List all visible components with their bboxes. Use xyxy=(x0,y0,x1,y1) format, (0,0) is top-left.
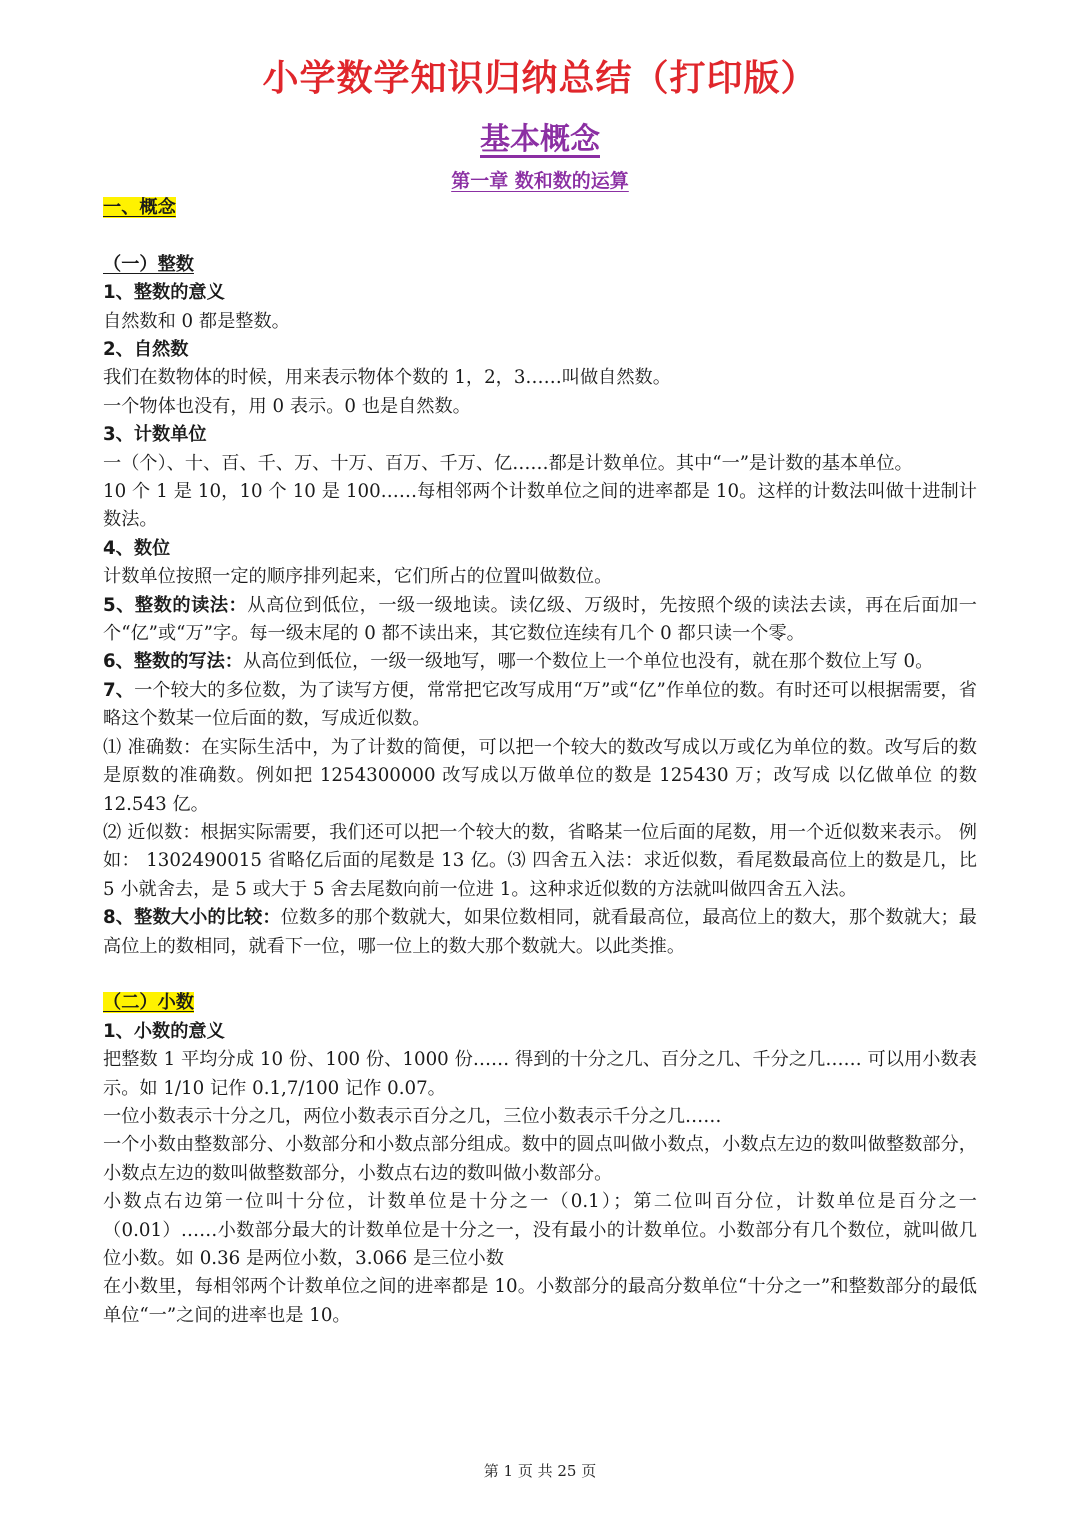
paragraph-lead: 7、 xyxy=(103,679,135,701)
paragraph: 我们在数物体的时候，用来表示物体个数的 1，2，3……叫做自然数。 xyxy=(103,367,671,389)
chapter-heading xyxy=(0,166,1080,193)
spacer xyxy=(103,222,977,250)
paragraph-lead: 6、整数的写法： xyxy=(103,651,243,673)
chapter-text: 第一章 数和数的运算 xyxy=(451,170,629,192)
paragraph: 计数单位按照一定的顺序排列起来，它们所占的位置叫做数位。 xyxy=(103,566,613,588)
paragraph-reading xyxy=(103,592,977,649)
paragraph-approximate-number: ⑵ 近似数：根据实际需要，我们还可以把一个较大的数，省略某一位后面的尾数，用一个近似数来表示。 例如： 1302490015 省略亿后面的尾数是 13 亿。⑶ 四舍五入法：求近似数，看尾数最高位上的数是几，比 5 小就舍去，是 5 或大于 5 舍去尾数向前一位进 1。这种求近似数的方法就叫做四舍五入法。 xyxy=(103,821,977,900)
subtitle-text: 基本概念 xyxy=(480,122,600,157)
paragraph: 一个物体也没有，用 0 表示。0 也是自然数。 xyxy=(103,395,471,417)
document-title: 小学数学知识归纳总结（打印版） xyxy=(262,58,818,99)
paragraph-text: 从高位到低位，一级一级地写，哪一个数位上一个单位也没有，就在那个数位上写 0。 xyxy=(242,651,934,673)
document-body xyxy=(103,194,977,1330)
paragraph: 一位小数表示十分之几，两位小数表示百分之几，三位小数表示千分之几…… xyxy=(103,1105,722,1127)
section-heading-concepts: 一、概念 xyxy=(103,197,176,218)
paragraph-writing xyxy=(103,648,977,676)
spacer xyxy=(103,961,977,989)
paragraph: 自然数和 0 都是整数。 xyxy=(103,310,290,332)
paragraph-lead: 5、整数的读法： xyxy=(103,594,248,616)
paragraph-lead: 8、整数大小的比较： xyxy=(103,907,281,929)
item-heading: 1、小数的意义 xyxy=(103,1020,225,1042)
item-heading: 2、自然数 xyxy=(103,339,189,361)
paragraph: 把整数 1 平均分成 10 份、100 份、1000 份…… 得到的十分之几、百分之几、千分之几…… 可以用小数表示。如 1/10 记作 0.1,7/100 记作 0.07。 xyxy=(103,1049,977,1099)
part-heading-decimals: （二）小数 xyxy=(103,992,194,1014)
paragraph-rewriting xyxy=(103,677,977,734)
item-heading: 3、计数单位 xyxy=(103,424,207,446)
paragraph-text: 位数多的那个数就大，如果位数相同，就看最高位，最高位上的数大，那个数就大；最高位上的数相同，就看下一位，哪一位上的数大那个数就大。以此类推。 xyxy=(103,907,977,957)
paragraph-text: 一个较大的多位数，为了读写方便，常常把它改写成用“万”或“亿”作单位的数。有时还可以根据需要，省略这个数某一位后面的数，写成近似数。 xyxy=(103,679,977,730)
paragraph: 小数点右边第一位叫十分位，计数单位是十分之一（0.1）；第二位叫百分位，计数单位是百分之一（0.01）……小数部分最大的计数单位是十分之一，没有最小的计数单位。小数部分有几个数位，就叫做几位小数。如 0.36 是两位小数，3.066 是三位小数 xyxy=(103,1191,977,1269)
paragraph-exact-number: ⑴ 准确数：在实际生活中，为了计数的简便，可以把一个较大的数改写成以万或亿为单位的数。改写后的数是原数的准确数。例如把 1254300000 改写成以万做单位的数是 125430 万；改写成 以亿做单位 的数 12.543 亿。 xyxy=(103,736,977,815)
paragraph: 在小数里，每相邻两个计数单位之间的进率都是 10。小数部分的最高分数单位“十分之一”和整数部分的最低单位“一”之间的进率也是 10。 xyxy=(103,1276,977,1326)
paragraph: 10 个 1 是 10，10 个 10 是 100……每相邻两个计数单位之间的进率都是 10。这样的计数法叫做十进制计数法。 xyxy=(103,481,977,531)
part-heading-integers: （一）整数 xyxy=(103,253,194,275)
paragraph-text: 从高位到低位，一级一级地读。读亿级、万级时，先按照个级的读法去读，再在后面加一个“亿”或“万”字。每一级末尾的 0 都不读出来，其它数位连续有几个 0 都只读一个零。 xyxy=(103,594,977,645)
paragraph-comparison xyxy=(103,904,977,961)
document-subtitle xyxy=(0,114,1080,158)
item-heading: 1、整数的意义 xyxy=(103,282,225,304)
item-heading: 4、数位 xyxy=(103,537,171,559)
paragraph: 一（个）、十、百、千、万、十万、百万、千万、亿……都是计数单位。其中“一”是计数的基本单位。 xyxy=(103,452,913,474)
paragraph: 一个小数由整数部分、小数部分和小数点部分组成。数中的圆点叫做小数点，小数点左边的数叫做整数部分，小数点左边的数叫做整数部分，小数点右边的数叫做小数部分。 xyxy=(103,1134,977,1184)
page-footer: 第 1 页 共 25 页 xyxy=(483,1462,597,1480)
